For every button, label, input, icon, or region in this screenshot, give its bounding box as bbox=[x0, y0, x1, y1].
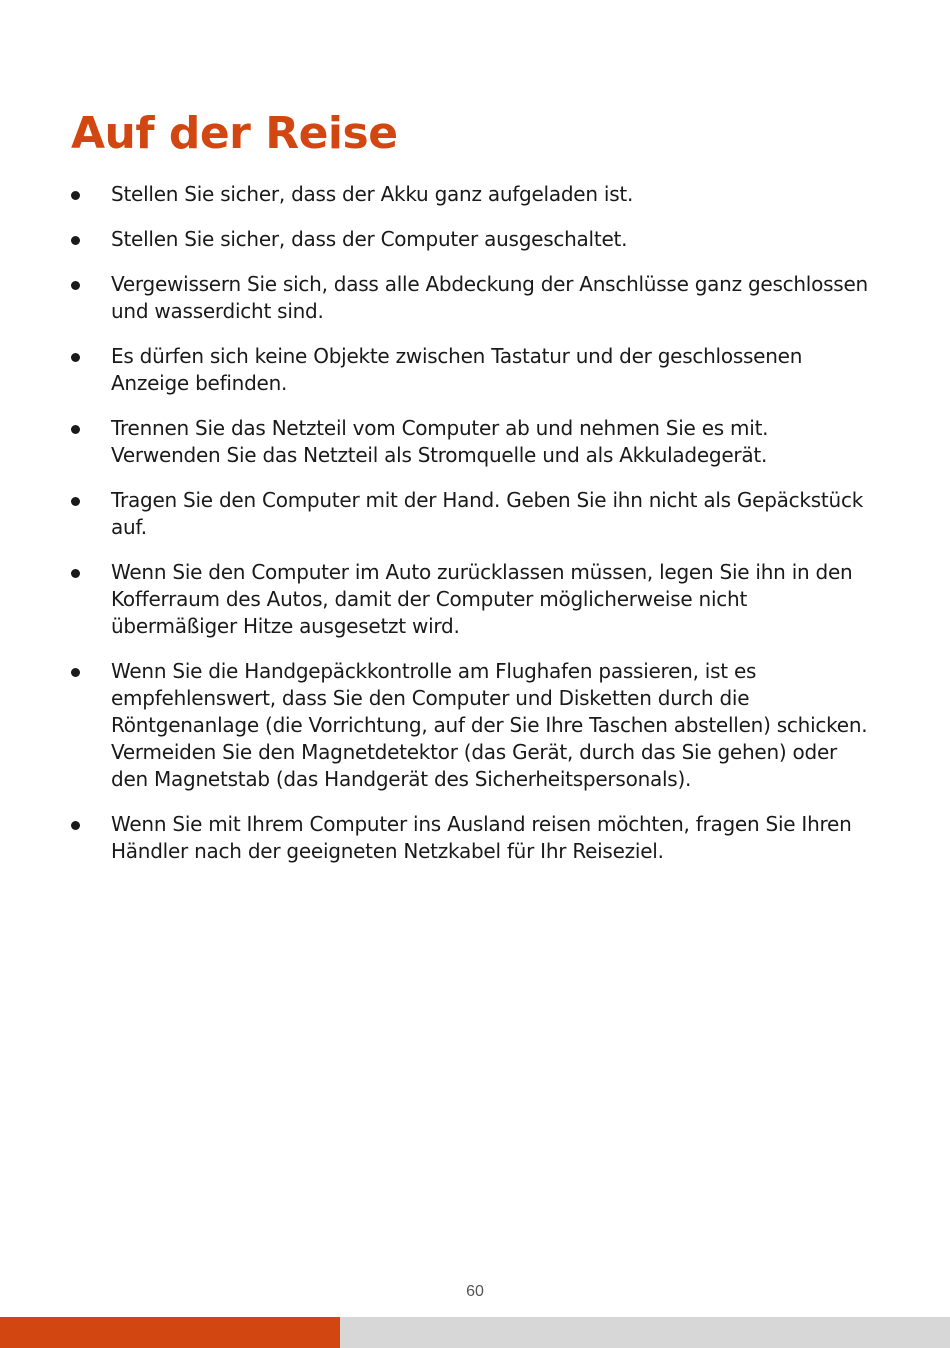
bullet-text: Wenn Sie den Computer im Auto zurücklassen müssen, legen Sie ihn in den Kofferraum des Autos, damit der Computer möglicherweise nicht übermäßiger Hitze ausgesetzt wird. bbox=[111, 560, 853, 638]
bullet-icon bbox=[71, 281, 80, 290]
bullet-icon bbox=[71, 668, 80, 677]
page-title: Auf der Reise bbox=[71, 108, 398, 159]
footer-bar bbox=[0, 1317, 950, 1348]
bullet-icon bbox=[71, 569, 80, 578]
footer-accent-stripe bbox=[0, 1317, 340, 1348]
list-item bbox=[71, 559, 871, 640]
list-item bbox=[71, 271, 871, 325]
bullet-icon bbox=[71, 821, 80, 830]
footer-gray-stripe bbox=[340, 1317, 950, 1348]
bullet-text: Es dürfen sich keine Objekte zwischen Tastatur und der geschlossenen Anzeige befinden. bbox=[111, 344, 803, 395]
bullet-icon bbox=[71, 425, 80, 434]
list-item bbox=[71, 811, 871, 865]
bullet-text: Stellen Sie sicher, dass der Akku ganz aufgeladen ist. bbox=[111, 182, 634, 206]
list-item bbox=[71, 658, 871, 793]
bullet-text: Trennen Sie das Netzteil vom Computer ab und nehmen Sie es mit. Verwenden Sie das Netzteil als Stromquelle und als Akkuladegerät. bbox=[111, 416, 769, 467]
bullet-icon bbox=[71, 191, 80, 200]
bullet-text: Tragen Sie den Computer mit der Hand. Geben Sie ihn nicht als Gepäckstück auf. bbox=[111, 488, 864, 539]
bullet-text: Wenn Sie mit Ihrem Computer ins Ausland reisen möchten, fragen Sie Ihren Händler nach der geeigneten Netzkabel für Ihr Reiseziel. bbox=[111, 812, 852, 863]
list-item bbox=[71, 343, 871, 397]
bullet-icon bbox=[71, 353, 80, 362]
list-item bbox=[71, 415, 871, 469]
list-item bbox=[71, 226, 871, 253]
page-number: 60 bbox=[466, 1283, 484, 1300]
bullet-text: Wenn Sie die Handgepäckkontrolle am Flughafen passieren, ist es empfehlenswert, dass Sie den Computer und Disketten durch die Röntgenanlage (die Vorrichtung, auf der Sie Ihre Taschen abstellen) schicken. Vermeiden Sie den Magnetdetektor (das Gerät, durch das Sie gehen) oder den Magnetstab (das Handgerät des Sicherheitspersonals). bbox=[111, 659, 868, 791]
bullet-icon bbox=[71, 497, 80, 506]
bullet-list bbox=[71, 181, 871, 883]
list-item bbox=[71, 181, 871, 208]
bullet-text: Stellen Sie sicher, dass der Computer ausgeschaltet. bbox=[111, 227, 628, 251]
bullet-text: Vergewissern Sie sich, dass alle Abdeckung der Anschlüsse ganz geschlossen und wasserdicht sind. bbox=[111, 272, 868, 323]
list-item bbox=[71, 487, 871, 541]
bullet-icon bbox=[71, 236, 80, 245]
